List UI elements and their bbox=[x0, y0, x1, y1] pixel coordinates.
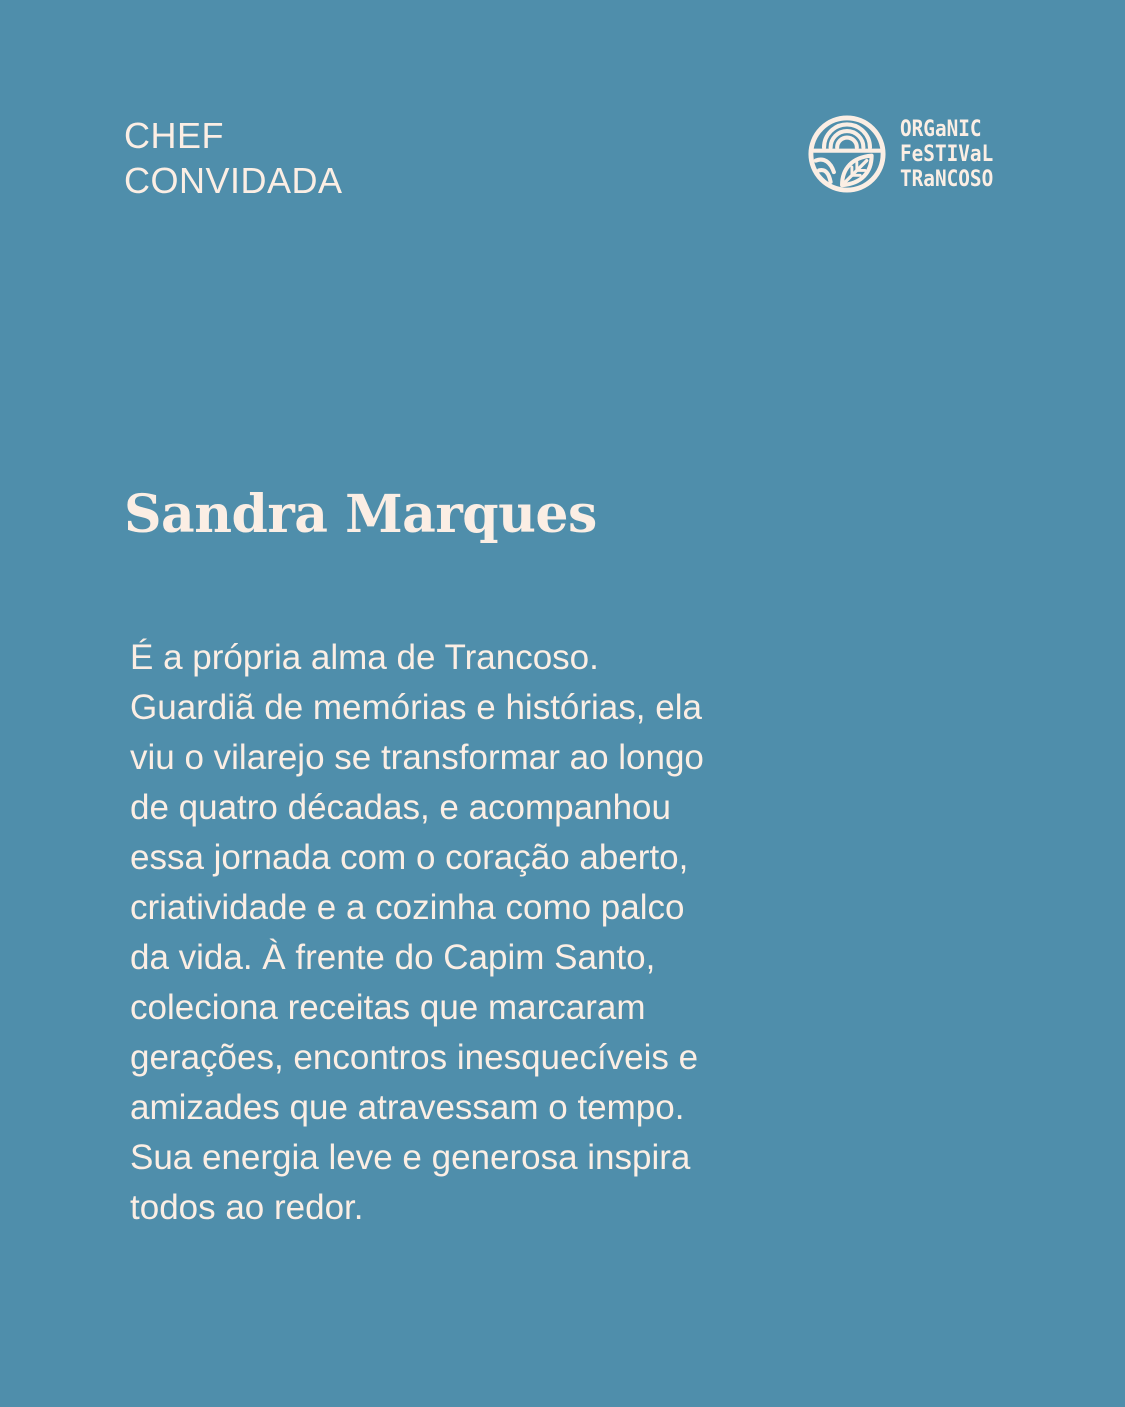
bio-line: Guardiã de memórias e histórias, ela bbox=[130, 688, 702, 727]
header-label-line-2: CONVIDADA bbox=[124, 160, 343, 201]
organic-festival-leaf-icon bbox=[806, 113, 888, 195]
bio-line: todos ao redor. bbox=[130, 1188, 364, 1227]
logo-line-2: FeSTIVaL bbox=[900, 141, 994, 167]
chef-bio bbox=[130, 633, 830, 1233]
bio-line: criatividade e a cozinha como palco bbox=[130, 888, 685, 927]
logo-line-3: TRaNCOSO bbox=[900, 166, 994, 192]
bio-line: amizades que atravessam o tempo. bbox=[130, 1088, 685, 1127]
bio-line: coleciona receitas que marcaram bbox=[130, 988, 646, 1027]
bio-line: viu o vilarejo se transformar ao longo bbox=[130, 738, 704, 777]
bio-line: de quatro décadas, e acompanhou bbox=[130, 788, 671, 827]
header-label bbox=[124, 113, 343, 203]
header-label-line-1: CHEF bbox=[124, 115, 224, 156]
logo-line-1: ORGaNIC bbox=[900, 116, 982, 142]
bio-line: da vida. À frente do Capim Santo, bbox=[130, 938, 656, 977]
bio-line: Sua energia leve e generosa inspira bbox=[130, 1138, 691, 1177]
logo-wordmark bbox=[900, 117, 993, 192]
bio-line: É a própria alma de Trancoso. bbox=[130, 638, 599, 677]
chef-name: Sandra Marques bbox=[124, 484, 597, 545]
bio-line: essa jornada com o coração aberto, bbox=[130, 838, 689, 877]
organic-festival-logo bbox=[806, 112, 1006, 196]
bio-line: gerações, encontros inesquecíveis e bbox=[130, 1038, 699, 1077]
